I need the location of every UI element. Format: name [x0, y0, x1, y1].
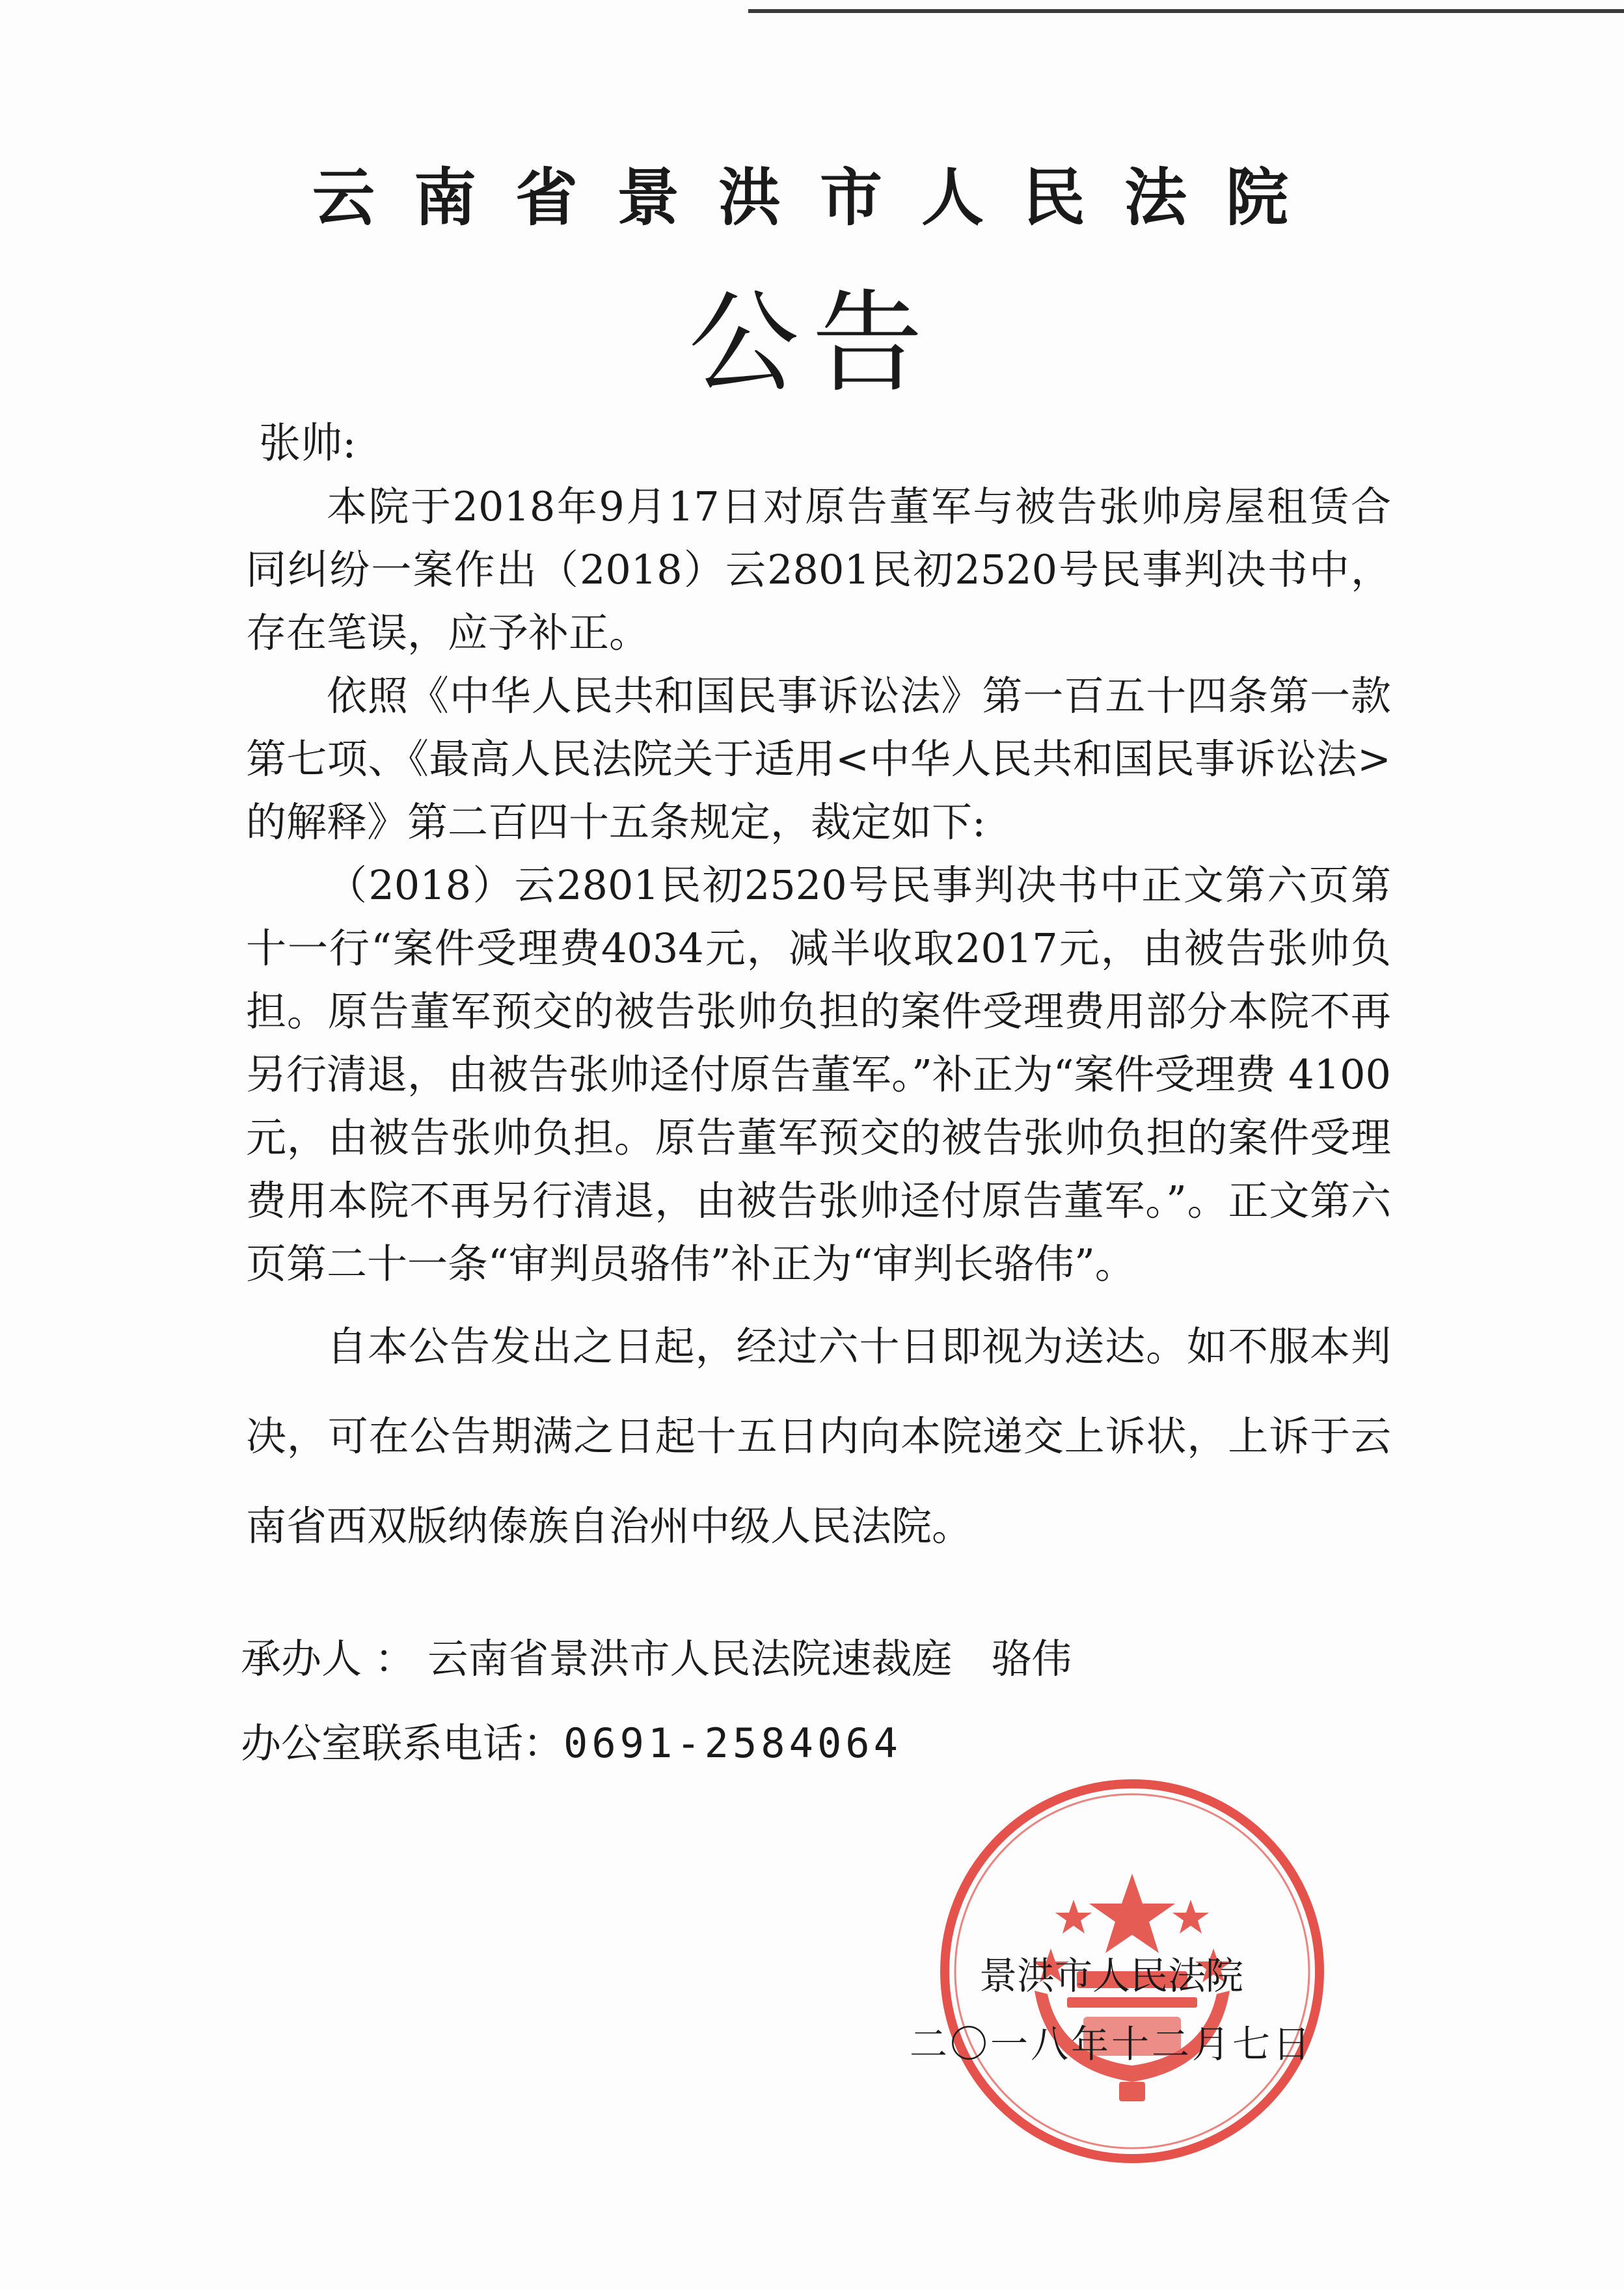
paragraph-legal-basis: 依照《中华人民共和国民事诉讼法》第一百五十四条第一款第七项、《最高人民法院关于适用<中华人民共和国民事诉讼法>的解释》第二百四十五条规定，裁定如下: [246, 672, 1391, 846]
handler-name: 骆伟 [991, 1635, 1072, 1682]
phone-number: 0691-2584064 [563, 1719, 902, 1767]
phone-line [241, 1711, 902, 1769]
paragraph-service-appeal: 自本公告发出之日起，经过六十日即视为送达。如不服本判决，可在公告期满之日起十五日内向本院递交上诉状，上诉于云南省西双版纳傣族自治州中级人民法院。 [246, 1323, 1391, 1550]
paragraph-correction-notice: 本院于2018年9月17日对原告董军与被告张帅房屋租赁合同纠纷一案作出（2018）云2801民初2520号民事判决书中，存在笔误，应予补正。 [246, 483, 1391, 656]
signature-court: 景洪市人民法院 [979, 1954, 1244, 1998]
handler-label: 承办人 ： 云南省景洪市人民法院速裁庭 [241, 1635, 953, 1682]
document-title: 公告 [688, 279, 936, 408]
notice-body [246, 475, 1391, 1571]
handler-line [241, 1626, 1072, 1684]
scan-top-edge [748, 9, 1624, 13]
paragraph-ruling: （2018）云2801民初2520号民事判决书中正文第六页第十一行“案件受理费4034元，减半收取2017元，由被告张帅负担。原告董军预交的被告张帅负担的案件受理费用部分本院不再另行清退，由被告张帅迳付原告董军。”补正为“案件受理费 4100 元，由被告张帅负担。原告董军预交的被告张帅负担的案件受理费用本院不再另行清退，由被告张帅迳付原告董军。”。正文第六页第二十一条“审判员骆伟”补正为“审判长骆伟”。 [246, 861, 1391, 1287]
signature-date: 二〇一八年十二月七日 [910, 2022, 1314, 2066]
phone-label: 办公室联系电话： [241, 1719, 564, 1767]
court-name-heading: 云南省景洪市人民法院 [312, 161, 1327, 234]
addressee: 张帅: [259, 420, 357, 468]
